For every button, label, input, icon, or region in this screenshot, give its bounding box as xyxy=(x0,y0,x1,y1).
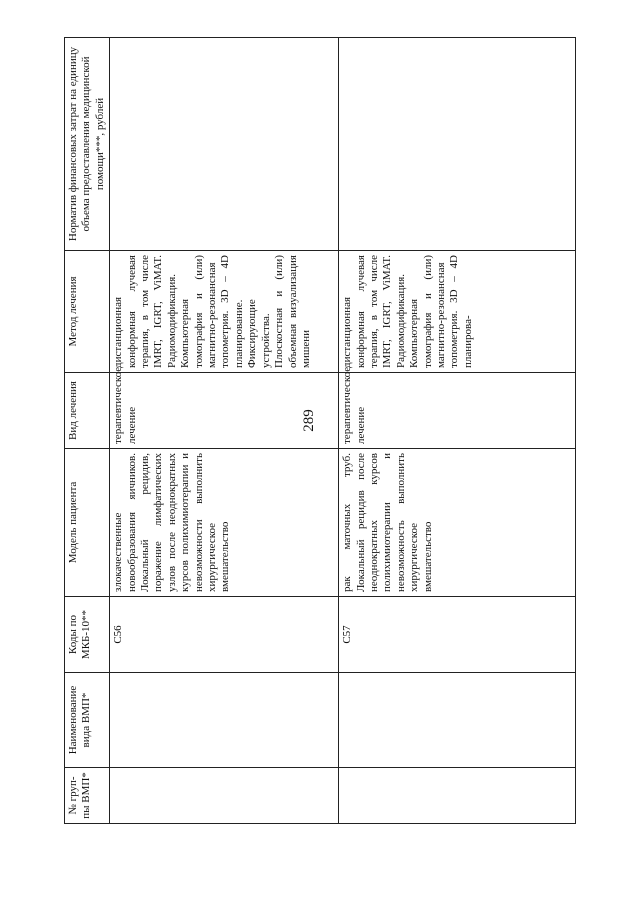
table-row xyxy=(339,38,576,824)
cell-name xyxy=(339,673,576,768)
cell-cost xyxy=(110,38,339,251)
cell-code: C56 xyxy=(110,597,339,673)
cell-method: дистанционная конформная лучевая терапия, в том числе IMRT, IGRT, ViMAT. Радиомодификация. Компьютерная томография и (или) магнитно-резонансная топометрия. 3D – 4D планирование. Фиксирующие устройства. Плоскостная и (или) объемная визуализация мишени xyxy=(110,251,339,373)
header-name: Наименование вида ВМП* xyxy=(65,673,110,768)
header-treatment: Вид лечения xyxy=(65,373,110,449)
cell-name xyxy=(110,673,339,768)
header-method: Метод лечения xyxy=(65,251,110,373)
table-header-row xyxy=(65,38,110,824)
header-model: Модель пациента xyxy=(65,449,110,597)
cell-model: рак маточных труб. Локальный рецидив после неоднократных курсов полихимиотерапии и невозможность выполнить хирургическое вмешательство xyxy=(339,449,576,597)
table-row xyxy=(110,38,339,824)
header-cost: Норматив финансовых затрат на единицу объема предоставления медицинской помощи***, рублей xyxy=(65,38,110,251)
cell-cost xyxy=(339,38,576,251)
vmp-table xyxy=(64,37,576,824)
cell-treatment: терапевтическое лечение xyxy=(339,373,576,449)
header-code: Коды по МКБ-10** xyxy=(65,597,110,673)
cell-model: злокачественные новообразования яичников. Локальный рецидив, поражение лимфатических узлов после неоднократных курсов полихимиотерапии и невозможности выполнить хирургическое вмешательство xyxy=(110,449,339,597)
rotated-table-container xyxy=(64,38,564,824)
cell-treatment: терапевтическое лечение xyxy=(110,373,339,449)
cell-group xyxy=(110,768,339,824)
cell-method: дистанционная конформная лучевая терапия, в том числе IMRT, IGRT, ViMAT. Радиомодификация. Компьютерная томография и (или) магнитно-резонансная топометрия. 3D – 4D планирова- xyxy=(339,251,576,373)
header-group: № груп-пы ВМП* xyxy=(65,768,110,824)
cell-group xyxy=(339,768,576,824)
cell-code: C57 xyxy=(339,597,576,673)
page-number: 289 xyxy=(300,409,317,432)
